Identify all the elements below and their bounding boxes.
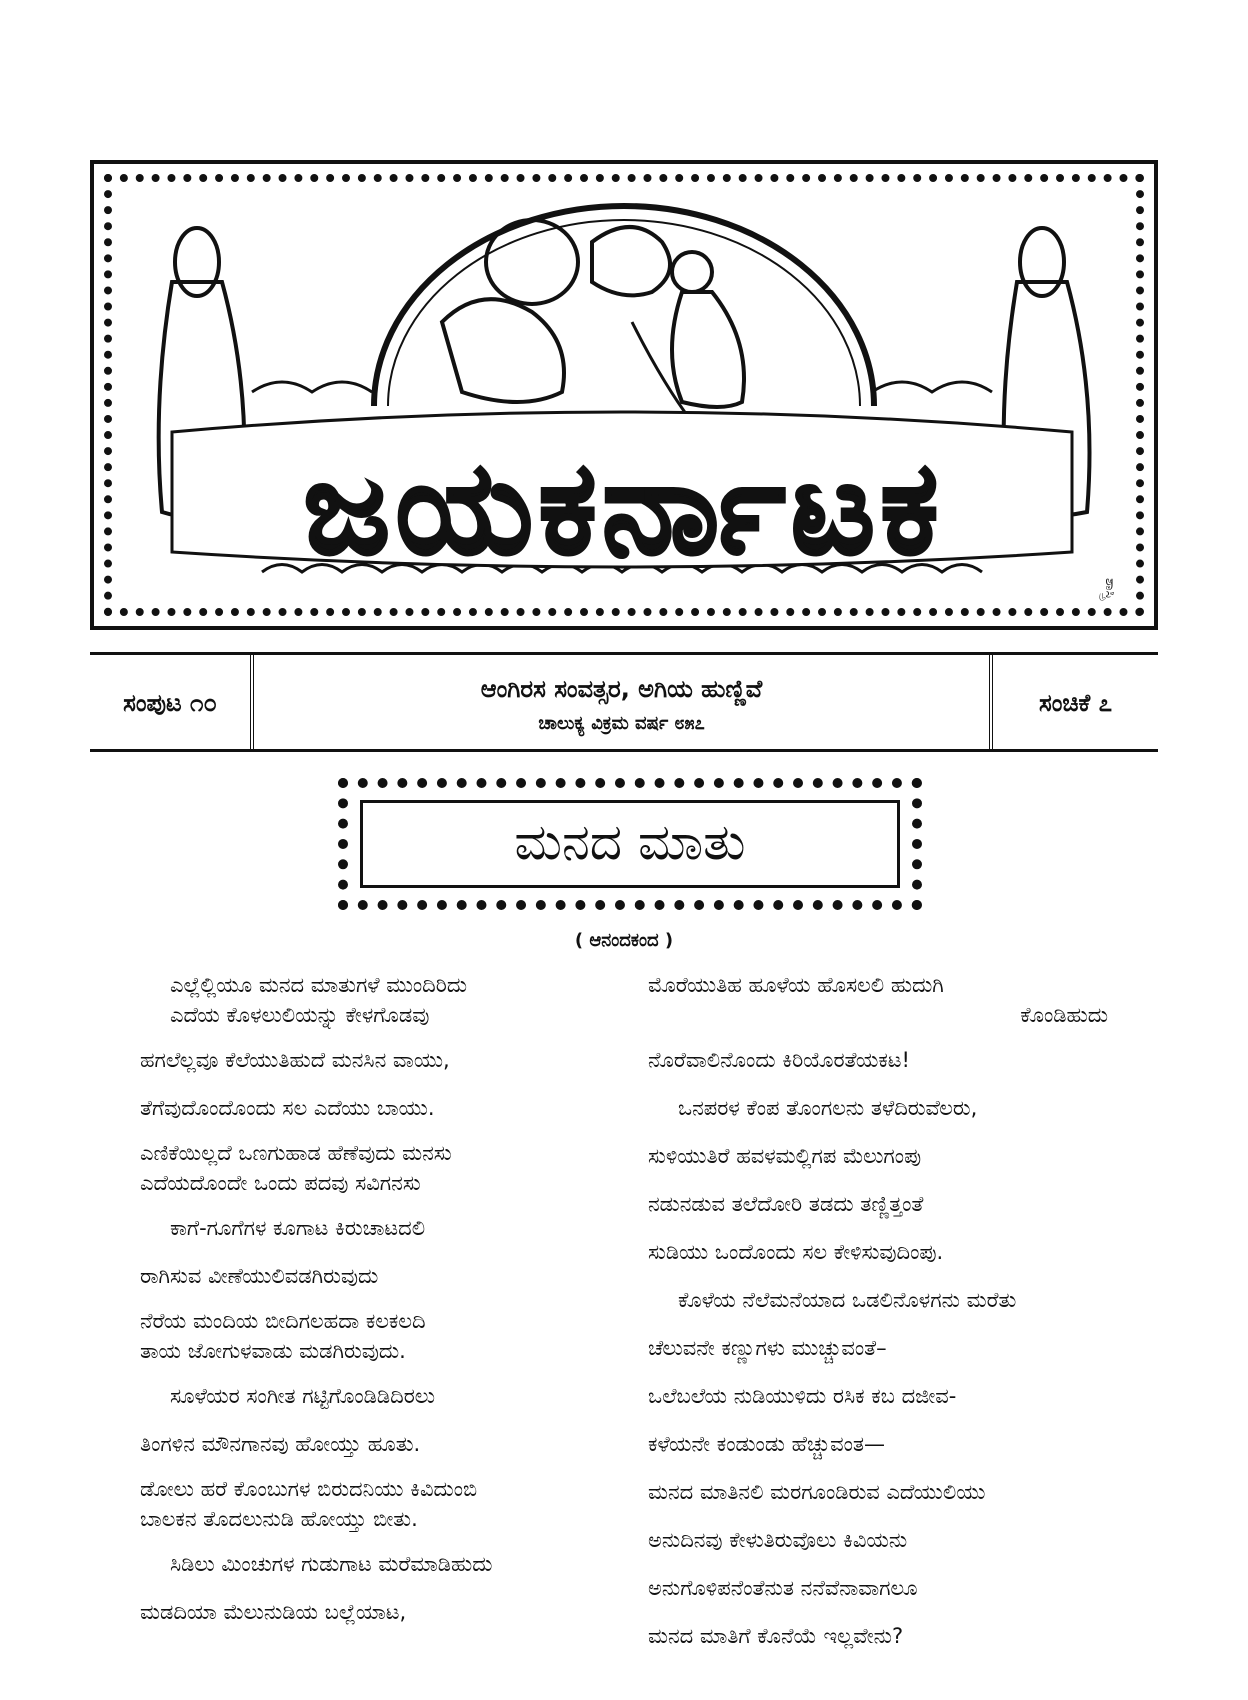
- masthead-banner: [90, 160, 1158, 630]
- poem-line: ಕಳೆಯನೇ ಕಂಡುಂಡು ಹೆಚ್ಚುವಂತ—: [648, 1432, 885, 1456]
- poem-line: ನಡುನಡುವ ತಲೆದೋರಿ ತಡದು ತಣ್ಣಿತ್ತಂತೆ: [648, 1192, 924, 1216]
- issue-number-label: ಸಂಚಿಕೆ ೭: [1038, 689, 1113, 717]
- poem-author: ( ಆನಂದಕಂದ ): [574, 930, 674, 951]
- poem-line: ಸಿಡಿಲು ಮಿಂಚುಗಳ ಗುಡುಗಾಟ ಮರೆಮಾಡಿಹುದು: [170, 1552, 493, 1576]
- artist-signature: ಶಾಸ್ತ್ರಿ: [1102, 578, 1118, 600]
- poem-line: ಎಲ್ಲೆಲ್ಲಿಯೂ ಮನದ ಮಾತುಗಳೆ ಮುಂದಿರಿದು: [170, 973, 468, 997]
- poem-line: ಸುಡಿಯು ಒಂದೊಂದು ಸಲ ಕೇಳಿಸುವುದಿಂಪು.: [648, 1240, 944, 1264]
- poem-line: ತಾಯ ಜೋಗುಳವಾಡು ಮಡಗಿರುವುದು.: [140, 1339, 406, 1363]
- poem-line: ಸೂಳೆಯರ ಸಂಗೀತ ಗಟ್ಟಿಗೊಂಡಿಡಿದಿರಲು: [170, 1384, 436, 1408]
- poem-line: ಡೋಲು ಹರೆ ಕೊಂಬುಗಳ ಬಿರುದನಿಯು ಕಿವಿದುಂಬಿ: [140, 1477, 478, 1501]
- poem-right-column: [648, 970, 1118, 1654]
- poem-line: ನೆರೆಯ ಮಂದಿಯ ಬೀದಿಗಲಹದಾ ಕಲಕಲದಿ: [140, 1309, 426, 1333]
- poem-left-column: [140, 970, 640, 1630]
- poem-line: ತಿಂಗಳಿನ ಮೌನಗಾನವು ಹೋಯ್ತು ಹೂತು.: [140, 1432, 421, 1456]
- poem-line: ನೊರೆವಾಲಿನೊಂದು ಕಿರಿಯೊರತೆಯಕಟ!: [648, 1048, 910, 1072]
- poem-line: ಎದೆಯದೊಂದೇ ಒಂದು ಪದವು ಸವಿಗನಸು: [140, 1171, 421, 1195]
- poem-line: ಎಣಿಕೆಯಿಲ್ಲದೆ ಒಣಗುಹಾಡ ಹೆಣೆವುದು ಮನಸು: [140, 1141, 452, 1165]
- poem-line: ಕೊಂಡಿಹುದು: [1020, 1003, 1108, 1027]
- year-line: ಆಂಗಿರಸ ಸಂವತ್ಸರ, ಅಗಿಯ ಹುಣ್ಣಿವೆ: [480, 675, 763, 703]
- poem-title: ಮನದ ಮಾತು: [514, 813, 746, 871]
- volume-cell: [90, 655, 254, 749]
- poem-line: ಸುಳಿಯುತಿರೆ ಹವಳಮಲ್ಲಿಗಪ ಮೆಲುಗಂಪು: [648, 1144, 922, 1168]
- poem-line: ಒನಪರಳ ಕೆಂಪ ತೊಂಗಲನು ತಳೆದಿರುವೆಲರು,: [678, 1096, 978, 1120]
- poem-line: ಮನದ ಮಾತಿಗೆ ಕೊನೆಯೆ ಇಲ್ಲವೇನು?: [648, 1624, 904, 1648]
- poem-line: ಅನುಗೊಳಿಪನೆಂತೆನುತ ನನೆವೆನಾವಾಗಲೂ: [648, 1576, 918, 1600]
- poem-line: ಕೊಳೆಯ ನೆಲೆಮನೆಯಾದ ಒಡಲಿನೊಳಗನು ಮರೆತು: [678, 1288, 1017, 1312]
- poem-line: ಒಲೆಬಲೆಯ ನುಡಿಯುಳಿದು ರಸಿಕ ಕಬ ದಜೀವ-: [648, 1384, 957, 1408]
- issue-info-bar: [90, 652, 1158, 752]
- poem-title-frame: [338, 778, 922, 910]
- volume-label: ಸಂಪುಟ ೧೦: [123, 689, 217, 717]
- poem-line: ಅನುದಿನವು ಕೇಳುತಿರುವೊಲು ಕಿವಿಯನು: [648, 1528, 908, 1552]
- poem-line: ಎದೆಯ ಕೊಳಲುಲಿಯನ್ನು ಕೇಳಗೊಡವು: [170, 1003, 430, 1027]
- poem-line: ಕಾಗೆ-ಗೂಗೆಗಳ ಕೂಗಾಟ ಕಿರುಚಾಟದಲಿ: [170, 1216, 426, 1240]
- magazine-title: ಜಯಕರ್ನಾಟಕ: [303, 434, 945, 583]
- poem-line: ಮನದ ಮಾತಿನಲಿ ಮರಗೂಂಡಿರುವ ಎದೆಯುಲಿಯು: [648, 1480, 986, 1504]
- date-cell: [254, 655, 989, 749]
- poem-line: ರಾಗಿಸುವ ವೀಣೆಯುಲಿವಡಗಿರುವುದು: [140, 1264, 379, 1288]
- poem-line: ಚೆಲುವನೇ ಕಣ್ಣುಗಳು ಮುಚ್ಚುವಂತೆ–: [648, 1336, 887, 1360]
- poem-line: ಮೊರೆಯುತಿಹ ಹೂಳೆಯ ಹೊಸಲಲಿ ಹುದುಗಿ: [648, 973, 944, 997]
- title-inner-border: [360, 800, 900, 888]
- issue-number-cell: [989, 655, 1158, 749]
- poem-line: ಬಾಲಕನ ತೊದಲುನುಡಿ ಹೋಯ್ತು ಬೀತು.: [140, 1507, 418, 1531]
- poem-line: ಮಡದಿಯಾ ಮೆಲುನುಡಿಯ ಬಲ್ಲೆಯಾಟ,: [140, 1600, 407, 1624]
- poem-line: ಹಗಲೆಲ್ಲವೂ ಕೆಲೆಯುತಿಹುದೆ ಮನಸಿನ ವಾಯು,: [140, 1048, 450, 1072]
- child-figure-icon: [632, 252, 744, 422]
- era-line: ಚಾಲುಕ್ಯ ವಿಕ್ರಮ ವರ್ಷ ೮೫೭: [538, 713, 705, 734]
- poem-line: ತೆಗೆವುದೊಂದೊಂದು ಸಲ ಎದೆಯು ಬಾಯು.: [140, 1096, 435, 1120]
